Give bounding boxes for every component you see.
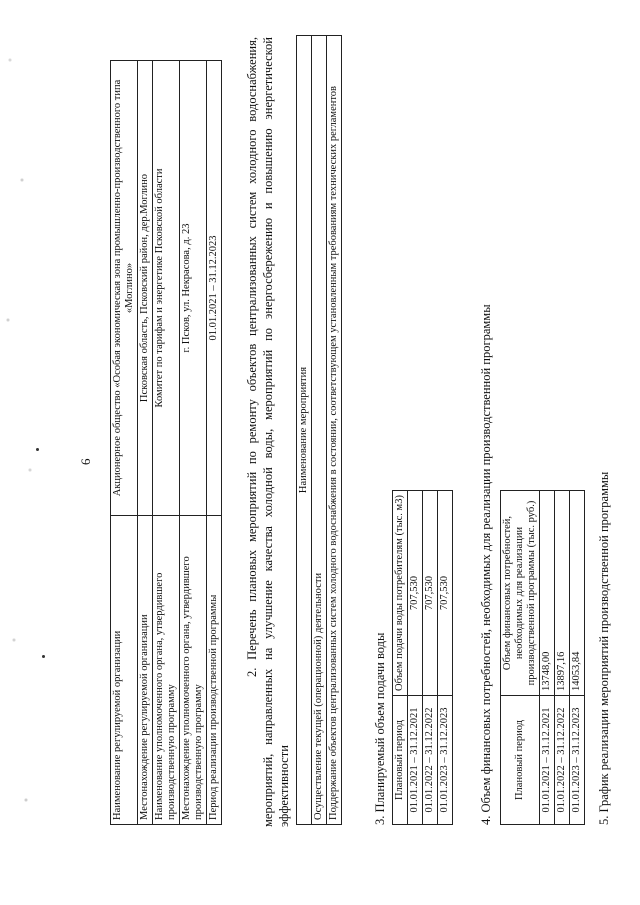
volume-cell: 707,530: [408, 491, 423, 696]
measures-table: [296, 35, 342, 825]
section-4-heading: 4. Объем финансовых потребностей, необходимых для реализации производственной программы: [479, 304, 493, 825]
table-row: [555, 491, 570, 825]
org-name-label: Наименование регулируемой организации: [111, 516, 138, 825]
section-5-heading: 5. График реализации мероприятий производственной программы: [597, 471, 611, 825]
period-cell: 01.01.2021 – 31.12.2021: [408, 696, 423, 825]
period-cell: 01.01.2023 – 31.12.2023: [438, 696, 453, 825]
table-header-row: [393, 491, 408, 825]
authority-location-value: г. Псков, ул. Некрасова, д. 23: [180, 61, 207, 516]
finance-cell: 14053,84: [570, 491, 585, 696]
table-row: [138, 61, 153, 825]
volume-header: Объем подачи воды потребителям (тыс. м3): [393, 491, 408, 696]
table-row: [438, 491, 453, 825]
finance-cell: 13748,00: [540, 491, 555, 696]
section-3-heading: 3. Планируемый объем подачи воды: [373, 632, 387, 825]
period-header: Плановый период: [501, 696, 540, 825]
finance-header: Объем финансовых потребностей, необходимых для реализации производственной программы (тыс. руб.): [501, 491, 540, 696]
org-location-label: Местонахождение регулируемой организации: [138, 516, 153, 825]
table-row: [570, 491, 585, 825]
table-row: [423, 491, 438, 825]
authority-location-label: Местонахождение уполномоченного органа, утвердившего производственную программу: [180, 516, 207, 825]
volume-cell: 707,530: [423, 491, 438, 696]
table-row: [312, 36, 327, 825]
table-row: [153, 61, 180, 825]
period-cell: 01.01.2023 – 31.12.2023: [570, 696, 585, 825]
section-2-heading: 2. Перечень плановых мероприятий по ремонту объектов централизованных систем холодного водоснабжения, мероприятий, направленных на улучшение качества холодной воды, мероприятий по энергосбережению и повышению энергетической эффективности: [245, 37, 291, 827]
finance-cell: 13897,16: [555, 491, 570, 696]
period-header: Плановый период: [393, 696, 408, 825]
authority-name-label: Наименование уполномоченного органа, утвердившего производственную программу: [153, 516, 180, 825]
program-period-value: 01.01.2021 – 31.12.2023: [207, 61, 222, 516]
measure-item: Поддержание объектов централизованных систем холодного водоснабжения в состоянии, соответствующем установленным требованиям технических регламентов: [327, 36, 342, 825]
org-location-value: Псковская область, Псковский район, дер.Моглино: [138, 61, 153, 516]
org-name-value: Акционерное общество «Особая экономическая зона промышленно-производственного типа «Моглино»: [111, 61, 138, 516]
water-supply-table: [392, 490, 453, 825]
volume-cell: 707,530: [438, 491, 453, 696]
program-period-label: Период реализации производственной программы: [207, 516, 222, 825]
table-row: [327, 36, 342, 825]
table-row: [180, 61, 207, 825]
finance-table: [500, 490, 585, 825]
period-cell: 01.01.2022 – 31.12.2022: [555, 696, 570, 825]
period-cell: 01.01.2021 – 31.12.2021: [540, 696, 555, 825]
measures-header: Наименование мероприятия: [297, 36, 312, 825]
measure-item: Осуществление текущей (операционной) деятельности: [312, 36, 327, 825]
table-row: [207, 61, 222, 825]
period-cell: 01.01.2022 – 31.12.2022: [423, 696, 438, 825]
page-number: 6: [78, 458, 93, 465]
authority-name-value: Комитет по тарифам и энергетике Псковской области: [153, 61, 180, 516]
table-row: [540, 491, 555, 825]
table-row: [111, 61, 138, 825]
table-header-row: [297, 36, 312, 825]
table-row: [408, 491, 423, 825]
organization-info-table: [110, 60, 222, 825]
table-header-row: [501, 491, 540, 825]
